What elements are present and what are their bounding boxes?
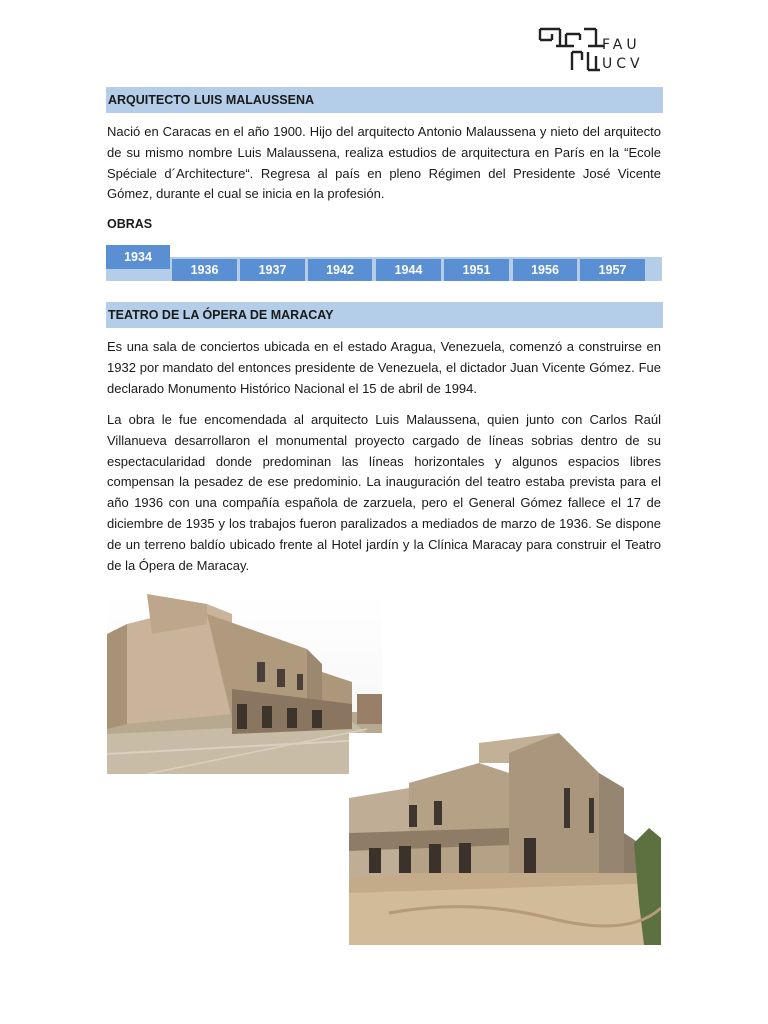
section-title-architect: ARQUITECTO LUIS MALAUSSENA [106, 87, 663, 113]
teatro-photo-front [107, 594, 382, 774]
fau-ucv-logo-mark [538, 26, 663, 74]
teatro-photo-side [349, 733, 661, 945]
year-tab-1936[interactable]: 1936 [172, 259, 237, 281]
year-tab-1951[interactable]: 1951 [444, 259, 509, 281]
logo-text-ucv: UCV [602, 56, 644, 72]
section-title-teatro: TEATRO DE LA ÓPERA DE MARACAY [106, 302, 663, 328]
year-tab-1937[interactable]: 1937 [240, 259, 305, 281]
year-tab-1957[interactable]: 1957 [580, 259, 645, 281]
year-tab-1942[interactable]: 1942 [308, 259, 372, 281]
obras-label: OBRAS [107, 217, 153, 231]
architect-bio: Nació en Caracas en el año 1900. Hijo del arquitecto Antonio Malaussena y nieto del arquitecto de su mismo nombre Luis Malaussena, realiza estudios de arquitectura en París en la “Ecole Spéciale d´Architecture“. Regresa al país en pleno Régimen del Presidente José Vicente Gómez, durante el cual se inicia en la profesión. [107, 124, 661, 202]
logo-text-fau: FAU [602, 37, 641, 53]
year-tab-1934[interactable]: 1934 [106, 245, 170, 269]
year-tab-1956[interactable]: 1956 [513, 259, 577, 281]
year-tab-1944[interactable]: 1944 [376, 259, 441, 281]
teatro-paragraph-1: Es una sala de conciertos ubicada en el estado Aragua, Venezuela, comenzó a construirse en 1932 por mandato del entonces presidente de Venezuela, el dictador Juan Vicente Gómez. Fue declarado Monumento Histórico Nacional el 15 de abril de 1994. [107, 339, 661, 396]
teatro-paragraph-2: La obra le fue encomendada al arquitecto Luis Malaussena, quien junto con Carlos Raúl Villanueva desarrollaron el monumental proyecto cargado de líneas sobrias dentro de su espectacularidad donde predominan las líneas horizontales y algunos espacios libres compensan la pesadez de ese predominio. La inauguración del teatro estaba prevista para el año 1936 con una compañía española de zarzuela, pero el General Gómez fallece el 17 de diciembre de 1935 y los trabajos fueron paralizados a mediados de marzo de 1936. Se dispone de un terreno baldío ubicado frente al Hotel jardín y la Clínica Maracay para construir el Teatro de la Ópera de Maracay. [107, 412, 661, 573]
